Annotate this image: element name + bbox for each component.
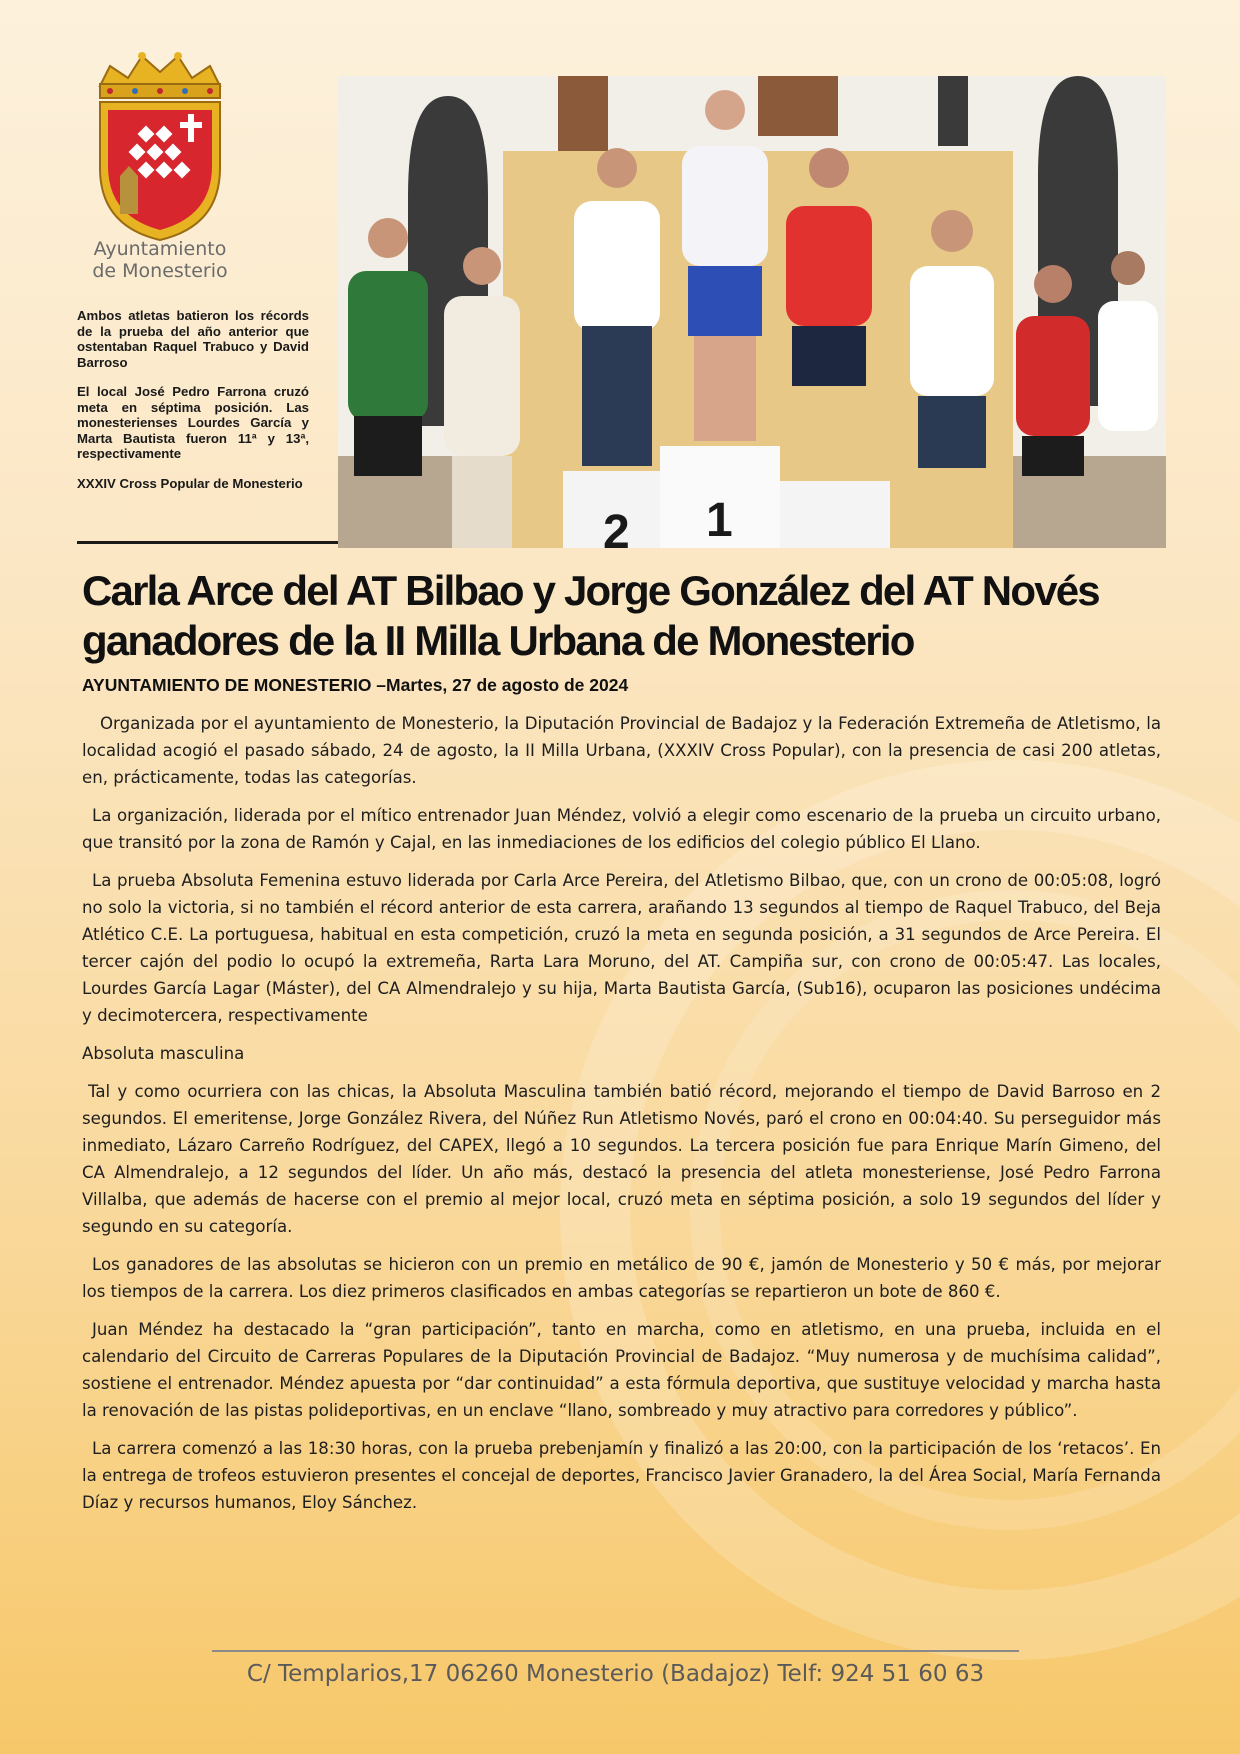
paragraph-1: Organizada por el ayuntamiento de Monesterio, la Diputación Provincial de Badajoz y la Federación Extremeña de Atletismo, la localidad acogió el pasado sábado, 24 de agosto, la II Milla Urbana, (XXXIV Cross Popular), con la presencia de casi 200 atletas, en, prácticamente, todas las categorías. (82, 714, 1161, 787)
logo-line-1: Ayuntamiento (93, 238, 227, 260)
podium-number-1: 1 (706, 494, 733, 547)
podium-number-2: 2 (603, 506, 630, 548)
headline: Carla Arce del AT Bilbao y Jorge González del AT Novés ganadores de la II Milla Urbana de Monesterio (82, 567, 1099, 664)
footer-address: C/ Templarios,17 06260 Monesterio (Badajoz) Telf: 924 51 60 63 (246, 1661, 985, 1687)
sidebar-highlight-1: Ambos atletas batieron los récords de la prueba del año anterior que ostentaban Raquel Trabuco y David Barroso (77, 308, 309, 370)
paragraph-3: La prueba Absoluta Femenina estuvo liderada por Carla Arce Pereira, del Atletismo Bilbao, que, con un crono de 00:05:08, logró no solo la victoria, si no también el récord anterior de esta carrera, arañando 13 segundos al tiempo de Raquel Trabuco, del Beja Atlético C.E. La portuguesa, habitual en esta competición, cruzó la meta en segunda posición, a 31 segundos de Arce Pereira. El tercer cajón del podio lo ocupó la extremeña, Rarta Lara Moruno, del AT. Campiña sur, con crono de 00:05:47. Las locales, Lourdes García Lagar (Máster), del CA Almendralejo y su hija, Marta Bautista García, (Sub16), ocuparon las posiciones undécima y decimotercera, respectivamente (82, 871, 1161, 1025)
podium-photo (338, 76, 1166, 548)
crown-icon (100, 52, 220, 98)
paragraph-6: Juan Méndez ha destacado la “gran participación”, tanto en marcha, como en atletismo, en una prueba, incluida en el calendario del Circuito de Carreras Populares de la Diputación Provincial de Badajoz. “Muy numerosa y de muchísima calidad”, sostiene el entrenador. Méndez apuesta por “dar continuidad” a esta fórmula deportiva, que sustituye velocidad y marcha hasta la renovación de las pistas polideportivas, en un enclave “llano, sombreado y muy atractivo para corredores y público”. (82, 1320, 1161, 1420)
paragraph-4: Tal y como ocurriera con las chicas, la Absoluta Masculina también batió récord, mejorando el tiempo de David Barroso en 2 segundos. El emeritense, Jorge González Rivera, del Núñez Run Atletismo Novés, paró el crono en 00:04:40. Su perseguidor más inmediato, Lázaro Carreño Rodríguez, del CAPEX, llegó a 10 segundos. La tercera posición fue para Enrique Marín Gimeno, del CA Almendralejo, a 12 segundos del líder. Un año más, destacó la presencia del atleta monesteriense, José Pedro Farrona Villalba, que además de hacerse con el premio al mejor local, cruzó meta en séptima posición, a solo 19 segundos del líder y segundo en su categoría. (82, 1082, 1161, 1236)
paragraph-7: La carrera comenzó a las 18:30 horas, con la prueba prebenjamín y finalizó a las 20:00, con la participación de los ‘retacos’. En la entrega de trofeos estuvieron presentes el concejal de deportes, Francisco Javier Granadero, la del Área Social, María Fernanda Díaz y recursos humanos, Eloy Sánchez. (82, 1439, 1161, 1512)
paragraph-2: La organización, liderada por el mítico entrenador Juan Méndez, volvió a elegir como escenario de la prueba un circuito urbano, que transitó por la zona de Ramón y Cajal, en las inmediaciones de los edificios del colegio público El Llano. (82, 806, 1161, 852)
subheading-absoluta-masculina: Absoluta masculina (82, 1044, 245, 1063)
sidebar-highlight-3: XXXIV Cross Popular de Monesterio (77, 475, 303, 491)
sidebar-highlight-2: El local José Pedro Farrona cruzó meta en séptima posición. Las monesterienses Lourdes García y Marta Bautista fueron 11ª y 13ª, respectivamente (77, 384, 309, 461)
article-body (82, 710, 1161, 1527)
logo-line-2: de Monesterio (92, 260, 228, 282)
sidebar-divider (77, 541, 339, 544)
byline: AYUNTAMIENTO DE MONESTERIO –Martes, 27 de agosto de 2024 (82, 675, 629, 695)
shield-icon (100, 102, 220, 240)
footer-divider (212, 1650, 1019, 1652)
sidebar-highlights (77, 308, 309, 505)
paragraph-5: Los ganadores de las absolutas se hicieron con un premio en metálico de 90 €, jamón de Monesterio y 50 € más, por mejorar los tiempos de la carrera. Los diez primeros clasificados en ambas categorías se repartieron un bote de 860 €. (82, 1255, 1161, 1301)
logo-text (70, 238, 250, 282)
